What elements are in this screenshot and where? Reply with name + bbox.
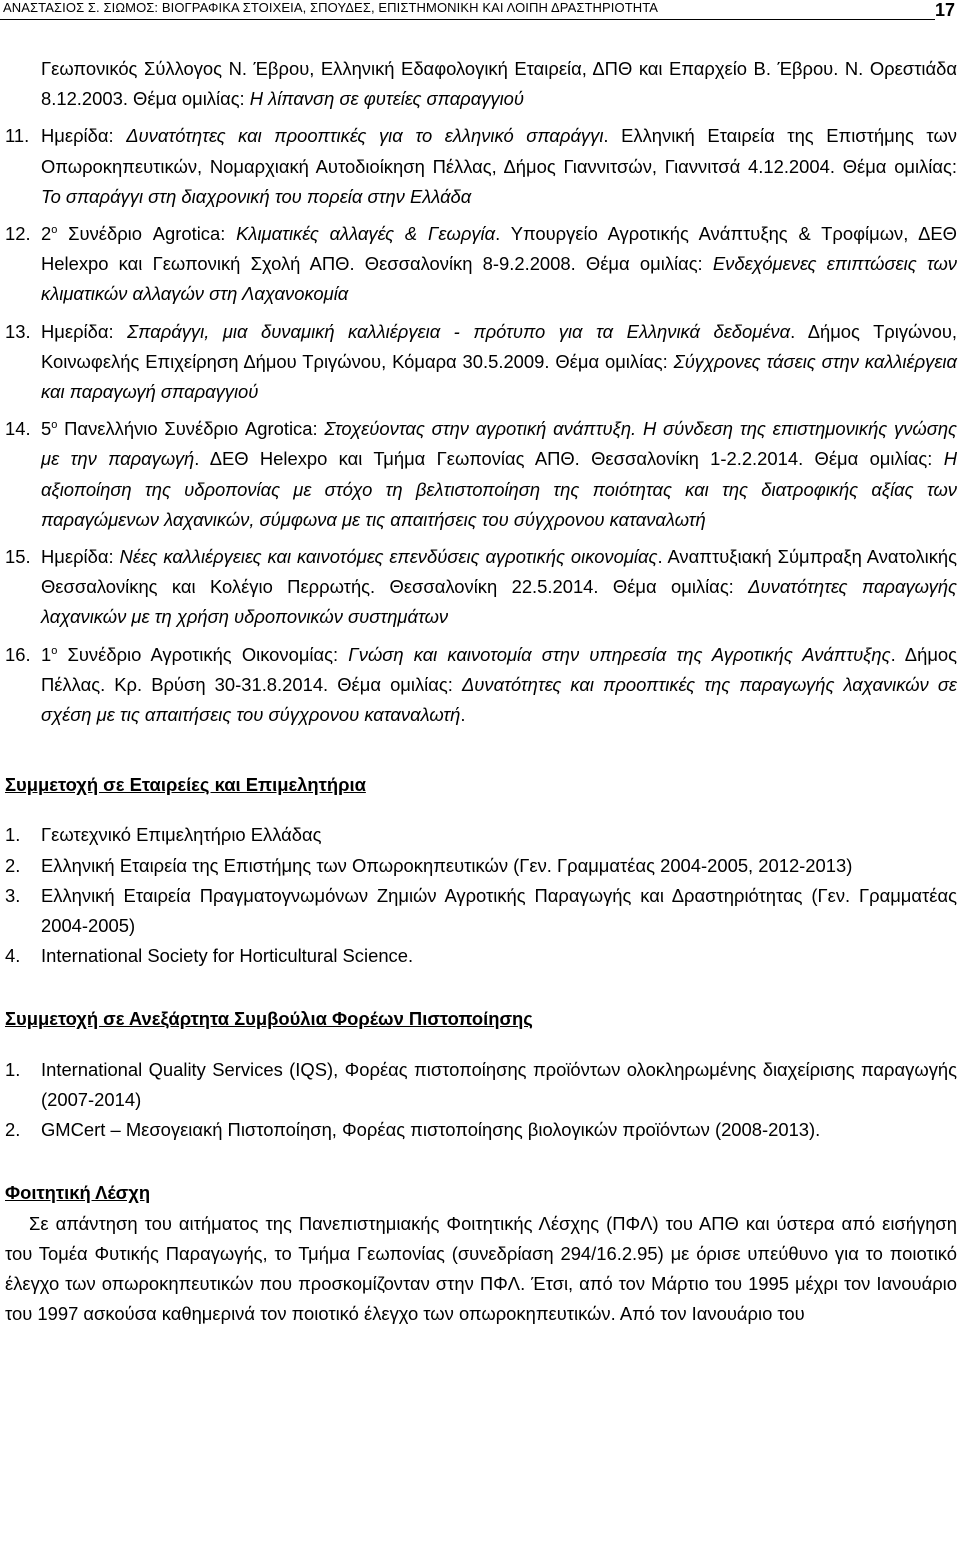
item-text: Γεωτεχνικό Επιμελητήριο Ελλάδας: [41, 824, 322, 846]
item-number: 2.: [5, 854, 21, 876]
event-type: Ημερίδα:: [41, 320, 128, 342]
section-title-societies: Συμμετοχή σε Εταιρείες και Επιμελητήρια: [5, 774, 366, 796]
event-title: Κλιματικές αλλαγές & Γεωργία: [236, 223, 496, 245]
item-text: [41, 317, 957, 408]
event-details: . ΔΕΘ Helexpo και Τμήμα Γεωπονίας ΑΠΘ. Θεσσαλονίκη 1-2.2.2014. Θέμα ομιλίας:: [194, 448, 944, 470]
section-gap: [5, 1145, 957, 1178]
list-item: [5, 851, 957, 881]
item-number: 3.: [5, 884, 21, 906]
item-text: International Society for Horticultural Science.: [41, 945, 414, 967]
talk-continuation: [5, 54, 957, 114]
ordinal-suffix: ο: [51, 223, 58, 236]
ordinal-suffix: ο: [51, 644, 58, 657]
talk-item: [5, 317, 957, 408]
event-title: Σπαράγγι, μια δυναμική καλλιέργεια - πρότυπο για τα Ελληνικά δεδομένα: [127, 320, 791, 342]
ordinal-suffix: ο: [51, 419, 58, 432]
event-type: Συνέδριο Αγροτικής Οικονομίας:: [57, 643, 349, 665]
item-text: International Quality Services (IQS), Φορέας πιστοποίησης προϊόντων ολοκληρωμένης διαχείρισης παραγωγής (2007-2014): [41, 1058, 957, 1110]
event-title: Γνώση και καινοτομία στην υπηρεσία της Αγροτικής Ανάπτυξης: [348, 643, 891, 665]
header-rule: [0, 19, 935, 20]
talk-topic: Η αξιοποίηση της υδροπονίας με στόχο τη βελτιστοποίηση της ποιότητας και της διατροφικής αξίας των παραγώμενων λαχανικών, σύμφωνα με τις απαιτήσεις του σύγχρονου καταναλωτή: [41, 448, 957, 530]
section-gap: [5, 971, 957, 1004]
list-item: [5, 820, 957, 850]
page-content: [5, 54, 957, 1329]
section-title-club: Φοιτητική Λέσχη: [5, 1182, 151, 1204]
item-text: Ελληνική Εταιρεία της Επιστήμης των Οπωροκηπευτικών (Γεν. Γραμματέας 2004-2005, 2012-2013): [41, 854, 853, 876]
club-paragraph: Σε απάντηση του αιτήματος της Πανεπιστημιακής Φοιτητικής Λέσχης (ΠΦΛ) του ΑΠΘ και ύστερα από εισήγηση του Τομέα Φυτικής Παραγωγής, το Τμήμα Γεωπονίας (συνεδρίαση 294/16.2.95) με όρισε υπεύθυνο για το ποιοτικό έλεγχο των οπωροκηπευτικών που προσκομίζονταν στην ΠΦΛ. Έτσι, από τον Μάρτιο του 1995 μέχρι τον Ιανουάριο του 1997 ασκούσα καθημερινά τον ποιοτικό έλεγχο των οπωροκηπευτικών. Από τον Ιανουάριο του: [5, 1212, 957, 1325]
item-number: 4.: [5, 945, 21, 967]
event-type: Ημερίδα:: [41, 546, 120, 568]
event-title: Στοχεύοντας στην αγροτική ανάπτυξη. Η σύνδεση της επιστημονικής γνώσης με την παραγωγή: [41, 418, 957, 470]
event-title: Νέες καλλιέργειες και καινοτόμες επενδύσεις αγροτικής οικονομίας: [119, 546, 658, 568]
event-type: Πανελλήνιο Συνέδριο Agrotica:: [57, 418, 325, 440]
item-number: 14.: [5, 418, 31, 440]
running-header: [0, 0, 960, 30]
section-gap: [5, 800, 957, 820]
ordinal: 1: [41, 643, 52, 665]
list-item: [5, 1055, 957, 1115]
talk-topic: Το σπαράγγι στη διαχρονική του πορεία στην Ελλάδα: [41, 185, 472, 207]
talk-item: [5, 414, 957, 535]
event-details: . Αναπτυξιακή Σύμπραξη Ανατολικής Θεσσαλονίκης και Κολέγιο Περρωτής. Θεσσαλονίκη 22.5.2014. Θέμα ομιλίας:: [41, 546, 957, 598]
list-item: [5, 881, 957, 941]
talk-item: [5, 640, 957, 731]
talk-text: Γεωπονικός Σύλλογος Ν. Έβρου, Ελληνική Εδαφολογική Εταιρεία, ΔΠΘ και Επαρχείο Β. Έβρου. Ν. Ορεστιάδα 8.12.2003. Θέμα ομιλίας:: [41, 58, 957, 110]
section-gap: [5, 1035, 957, 1055]
item-text: GMCert – Μεσογειακή Πιστοποίηση, Φορέας πιστοποίησης βιολογικών προϊόντων (2008-2013).: [41, 1119, 821, 1141]
talk-topic: Δυνατότητες και προοπτικές της παραγωγής λαχανικών σε σχέση με τις απαιτήσεις του σύγχρονου καταναλωτή: [41, 673, 958, 726]
talk-item: [5, 542, 957, 633]
event-details: . Υπουργείο Αγροτικής Ανάπτυξης & Τροφίμων, ΔΕΘ Helexpo και Γεωπονική Σχολή ΑΠΘ. Θεσσαλονίκη 8-9.2.2008. Θέμα ομιλίας:: [41, 223, 957, 275]
item-tail: .: [460, 704, 466, 726]
list-item: [5, 941, 957, 971]
item-text: [41, 121, 957, 212]
item-text: Ελληνική Εταιρεία Πραγματογνωμόνων Ζημιών Αγροτικής Παραγωγής και Δραστηριότητας (Γεν. Γραμματέας 2004-2005): [41, 884, 957, 937]
talk-topic: Δυνατότητες παραγωγής λαχανικών με τη χρήση υδροπονικών συστημάτων: [41, 576, 957, 628]
item-number: 1.: [5, 824, 21, 846]
section-title-boards: Συμμετοχή σε Ανεξάρτητα Συμβούλια Φορέων Πιστοποίησης: [5, 1008, 533, 1030]
item-text: [41, 640, 957, 731]
item-number: 11.: [5, 125, 30, 147]
header-title: ΑΝΑΣΤΑΣΙΟΣ Σ. ΣΙΩΜΟΣ: ΒΙΟΓΡΑΦΙΚΑ ΣΤΟΙΧΕΙΑ, ΣΠΟΥΔΕΣ, ΕΠΙΣΤΗΜΟΝΙΚΗ ΚΑΙ ΛΟΙΠΗ ΔΡΑΣΤΗΡΙΟΤΗΤΑ: [3, 0, 659, 15]
item-text: [41, 542, 957, 633]
item-text: [41, 219, 957, 310]
section-gap: [5, 737, 957, 770]
item-number: 1.: [5, 1058, 21, 1080]
event-type: Ημερίδα:: [41, 125, 127, 147]
event-details: . Δήμος Τριγώνου, Κοινωφελής Επιχείρηση Δήμου Τριγώνου, Κόμαρα 30.5.2009. Θέμα ομιλίας:: [41, 320, 957, 372]
talk-topic: Ενδεχόμενες επιπτώσεις των κλιματικών αλλαγών στη Λαχανοκομία: [41, 253, 957, 305]
talk-topic: Η λίπανση σε φυτείες σπαραγγιού: [249, 88, 525, 110]
talk-item: [5, 121, 957, 212]
list-item: [5, 1115, 957, 1145]
item-number: 15.: [5, 546, 31, 568]
item-number: 12.: [5, 223, 31, 245]
ordinal: 5: [41, 418, 52, 440]
item-text: [41, 414, 957, 535]
ordinal: 2: [41, 223, 52, 245]
talk-item: [5, 219, 957, 310]
event-details: . Ελληνική Εταιρεία της Επιστήμης των Οπωροκηπευτικών, Νομαρχιακή Αυτοδιοίκηση Πέλλας, Δήμος Γιαννιτσών, Γιαννιτσά 4.12.2004. Θέμα ομιλίας:: [41, 125, 957, 177]
item-number: 2.: [5, 1119, 21, 1141]
item-number: 13.: [5, 320, 31, 342]
event-details: . Δήμος Πέλλας. Κρ. Βρύση 30-31.8.2014. Θέμα ομιλίας:: [41, 643, 958, 695]
talk-topic: Σύγχρονες τάσεις στην καλλιέργεια και παραγωγή σπαραγγιού: [41, 350, 957, 403]
page-number: 17: [935, 0, 956, 20]
event-title: Δυνατότητες και προοπτικές για το ελληνικό σπαράγγι: [126, 125, 604, 147]
event-type: Συνέδριο Agrotica:: [57, 223, 237, 245]
item-number: 16.: [5, 643, 31, 665]
